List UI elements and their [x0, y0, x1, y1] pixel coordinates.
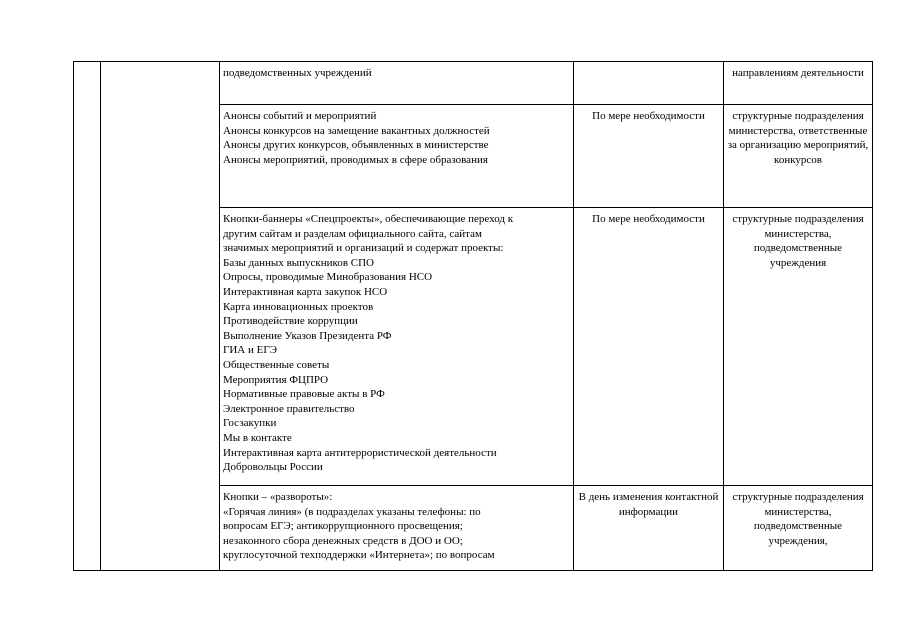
table-row — [74, 62, 873, 105]
activity-line: другим сайтам и разделам официального сайта, сайтам — [223, 227, 482, 240]
activity-line: Опросы, проводимые Минобразования НСО — [223, 271, 433, 284]
activity-cell — [220, 486, 574, 571]
responsible-text: структурные подразделения министерства, ответственные за организацию мероприятий, конкурсов — [727, 110, 869, 166]
activity-line: значимых мероприятий и организаций и содержат проекты: — [223, 242, 504, 255]
activity-line: Кнопки-баннеры «Спецпроекты», обеспечивающие переход к — [223, 213, 514, 225]
activity-line: Противодействие коррупции — [223, 315, 358, 328]
frequency-text: По мере необходимости — [592, 213, 705, 225]
activity-line: «Горячая линия» (в подразделах указаны телефоны: по — [223, 505, 481, 518]
activity-line: вопросам ЕГЭ; антикоррупционного просвещения; — [223, 520, 463, 533]
number-cell — [74, 62, 101, 571]
activity-line: ГИА и ЕГЭ — [223, 344, 277, 357]
responsible-text: структурные подразделения министерства, подведомственные учреждения, — [732, 491, 864, 547]
activity-line: Электронное правительство — [223, 402, 355, 415]
frequency-cell — [574, 486, 724, 571]
frequency-cell — [574, 62, 724, 105]
activity-cell — [220, 208, 574, 486]
activity-line: Базы данных выпускников СПО — [223, 256, 375, 269]
activity-line: Анонсы событий и мероприятий — [223, 110, 377, 122]
activity-line: Госзакупки — [223, 417, 277, 430]
activity-line: Нормативные правовые акты в РФ — [223, 388, 385, 401]
responsible-cell — [724, 62, 873, 105]
activity-line: круглосуточной техподдержки «Интернета»; по вопросам — [223, 549, 495, 562]
activity-line: Карта инновационных проектов — [223, 300, 374, 313]
responsible-cell — [724, 486, 873, 571]
activity-line: Выполнение Указов Президента РФ — [223, 329, 392, 342]
activity-line: Мероприятия ФЦПРО — [223, 373, 329, 386]
plan-table — [73, 61, 873, 571]
responsible-text: направлениям деятельности — [732, 67, 864, 79]
frequency-cell — [574, 208, 724, 486]
section-cell — [101, 62, 220, 571]
frequency-text: По мере необходимости — [592, 110, 705, 122]
activity-line: подведомственных учреждений — [223, 67, 372, 79]
activity-line: Анонсы конкурсов на замещение вакантных должностей — [223, 124, 490, 137]
activity-line: Анонсы мероприятий, проводимых в сфере образования — [223, 153, 488, 166]
responsible-cell — [724, 208, 873, 486]
responsible-cell — [724, 105, 873, 208]
activity-line: незаконного сбора денежных средств в ДОО и ОО; — [223, 534, 463, 547]
activity-line: Интерактивная карта закупок НСО — [223, 285, 388, 298]
activity-cell — [220, 62, 574, 105]
frequency-text: В день изменения контактной информации — [578, 491, 719, 518]
activity-line: Добровольцы России — [223, 461, 323, 474]
activity-line: Мы в контакте — [223, 431, 292, 444]
frequency-cell — [574, 105, 724, 208]
activity-line: Общественные советы — [223, 358, 330, 371]
activity-line: Интерактивная карта антитеррористической деятельности — [223, 446, 497, 459]
activity-line: Кнопки – «развороты»: — [223, 491, 333, 503]
activity-line: Анонсы других конкурсов, объявленных в министерстве — [223, 139, 489, 152]
responsible-text: структурные подразделения министерства, подведомственные учреждения — [732, 213, 864, 269]
activity-cell — [220, 105, 574, 208]
